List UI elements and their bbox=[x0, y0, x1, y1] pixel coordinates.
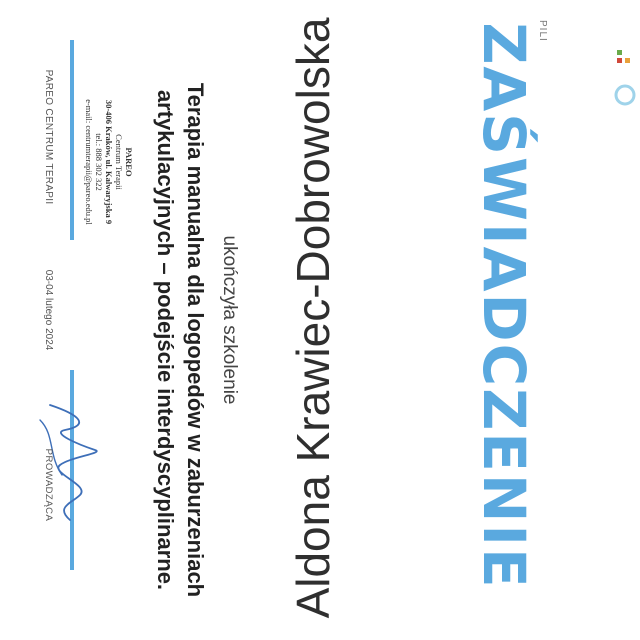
logo-text: PILI bbox=[537, 20, 548, 42]
left-accent-bar bbox=[70, 40, 74, 240]
org-name: PAREO bbox=[124, 147, 134, 177]
footer-signatory-label: PROWADZĄCA bbox=[43, 448, 54, 522]
logo-icon bbox=[550, 0, 640, 120]
logo bbox=[550, 0, 640, 120]
org-email: e-mail: centrumterapii@pareo.edu.pl bbox=[84, 99, 94, 225]
signature-image bbox=[30, 395, 110, 525]
org-subtitle: Centrum Terapii bbox=[114, 134, 124, 190]
recipient-name: Aldona Krawiec-Dobrowolska bbox=[287, 17, 339, 619]
org-address: 30-406 Kraków, ul. Kalwaryjska 9 bbox=[104, 99, 114, 225]
org-phone: tel.: 888 302 322 bbox=[94, 133, 104, 191]
completed-text: ukończyła szkolenie bbox=[219, 235, 240, 405]
footer-organization-label: PAREO CENTRUM TERAPII bbox=[43, 69, 54, 205]
organization-block bbox=[84, 92, 134, 232]
certificate-title: ZAŚWIADCZENIE bbox=[470, 22, 538, 590]
recipient-name-wrap bbox=[280, 8, 340, 628]
footer-date: 03-04 lutego 2024 bbox=[43, 269, 54, 351]
course-title: Terapia manualna dla logopedów w zaburzeniach artykulacyjnych – podejście interdyscyplinarne. bbox=[153, 82, 208, 598]
